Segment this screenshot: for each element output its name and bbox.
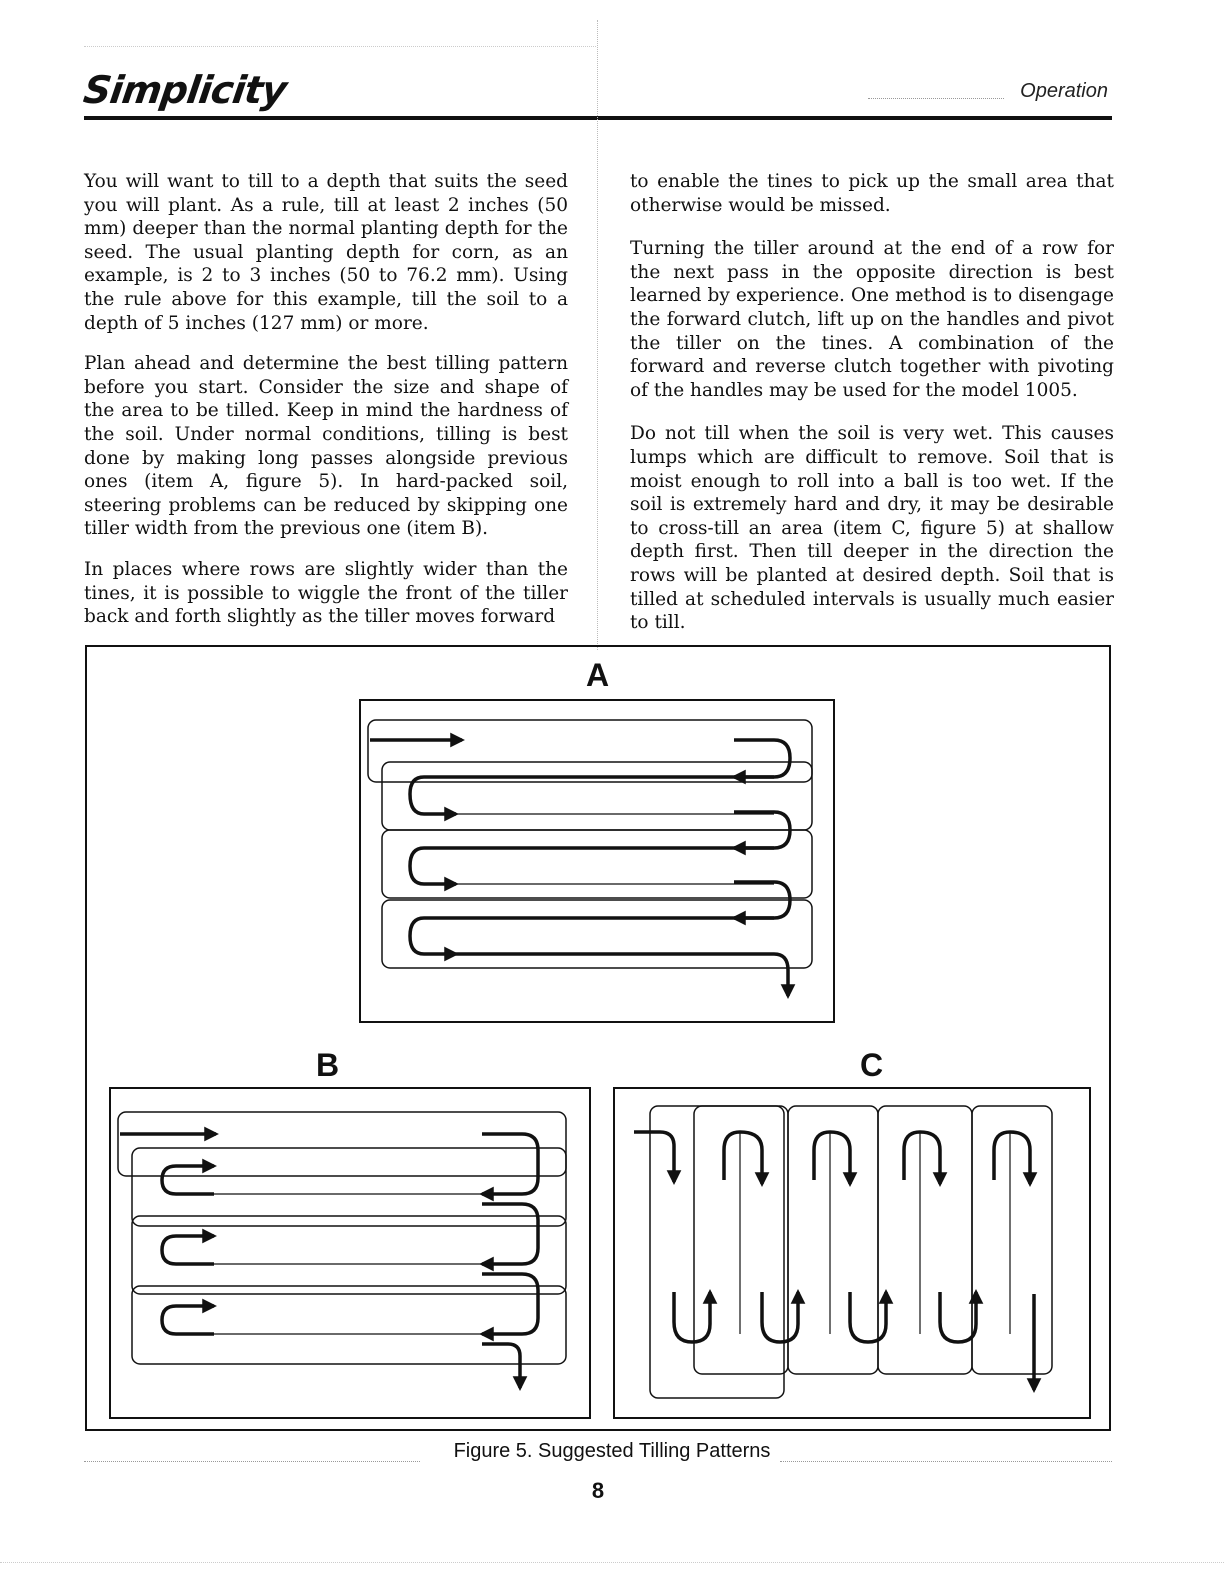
paragraph-continued: to enable the tines to pick up the small area that otherwise would be missed. bbox=[630, 171, 1114, 216]
pattern-b bbox=[110, 1088, 590, 1418]
label-b: B bbox=[316, 1047, 340, 1083]
paragraph-plan-ahead: Plan ahead and determine the best tilling pattern before you start. Consider the size and shape of the area to be tilled. Keep in mind the hardness of the soil. Under normal conditions, tilling is best done by making long passes alongside previous ones (item A, figure 5). In hard-packed soil, steering problems can be reduced by skipping one tiller width from the previous one (item B). bbox=[84, 353, 568, 540]
paragraph-wiggle: In places where rows are slightly wider than the tines, it is possible to wiggle the front of the tiller back and forth slightly as the tiller moves forward bbox=[84, 558, 568, 628]
paragraph-depth: You will want to till to a depth that suits the seed you will plant. As a rule, till at least 2 inches (50 mm) deeper than the normal planting depth for the seed. The usual planting depth for corn, as an example, is 2 to 3 inches (50 to 76.2 mm). Using the rule above for this example, till the soil to a depth of 5 inches (127 mm) or more. bbox=[84, 171, 568, 334]
pattern-a bbox=[360, 700, 834, 1022]
paragraph-turning: Turning the tiller around at the end of a row for the next pass in the opposite direction is best learned by experience. One method is to disengage the forward clutch, lift up on the handles and pivot the tiller on the tines. A combination of the forward and reverse clutch together with pivoting of the handles may be used for the model 1005. bbox=[630, 238, 1114, 401]
tilling-patterns-figure bbox=[84, 644, 1112, 1432]
paragraph-wet-soil: Do not till when the soil is very wet. This causes lumps which are difficult to remove. Soil that is moist enough to roll into a ball is too wet. If the soil is extremely hard and dry, it may be desirable to cross-till an area (item C, figure 5) at shallow depth first. Then till deeper in the direction the rows will be planted at desired depth. Soil that is tilled at scheduled intervals is usually much easier to till. bbox=[630, 423, 1114, 634]
section-title: Operation bbox=[1020, 80, 1108, 102]
figure-frame bbox=[86, 646, 1110, 1430]
section-leader-dots bbox=[868, 98, 1004, 99]
left-column bbox=[84, 170, 568, 646]
header-rule bbox=[84, 116, 1112, 120]
pattern-c bbox=[614, 1088, 1090, 1418]
bottom-scan-line bbox=[0, 1562, 1224, 1563]
label-c: C bbox=[860, 1047, 884, 1083]
label-a: A bbox=[586, 657, 610, 693]
page-number: 8 bbox=[591, 1478, 605, 1503]
top-guide-line bbox=[84, 46, 596, 47]
right-column bbox=[630, 170, 1114, 655]
figure-caption: Figure 5. Suggested Tilling Patterns bbox=[453, 1440, 771, 1462]
simplicity-logo: Simplicity bbox=[80, 68, 289, 112]
column-guide-line bbox=[597, 20, 598, 650]
